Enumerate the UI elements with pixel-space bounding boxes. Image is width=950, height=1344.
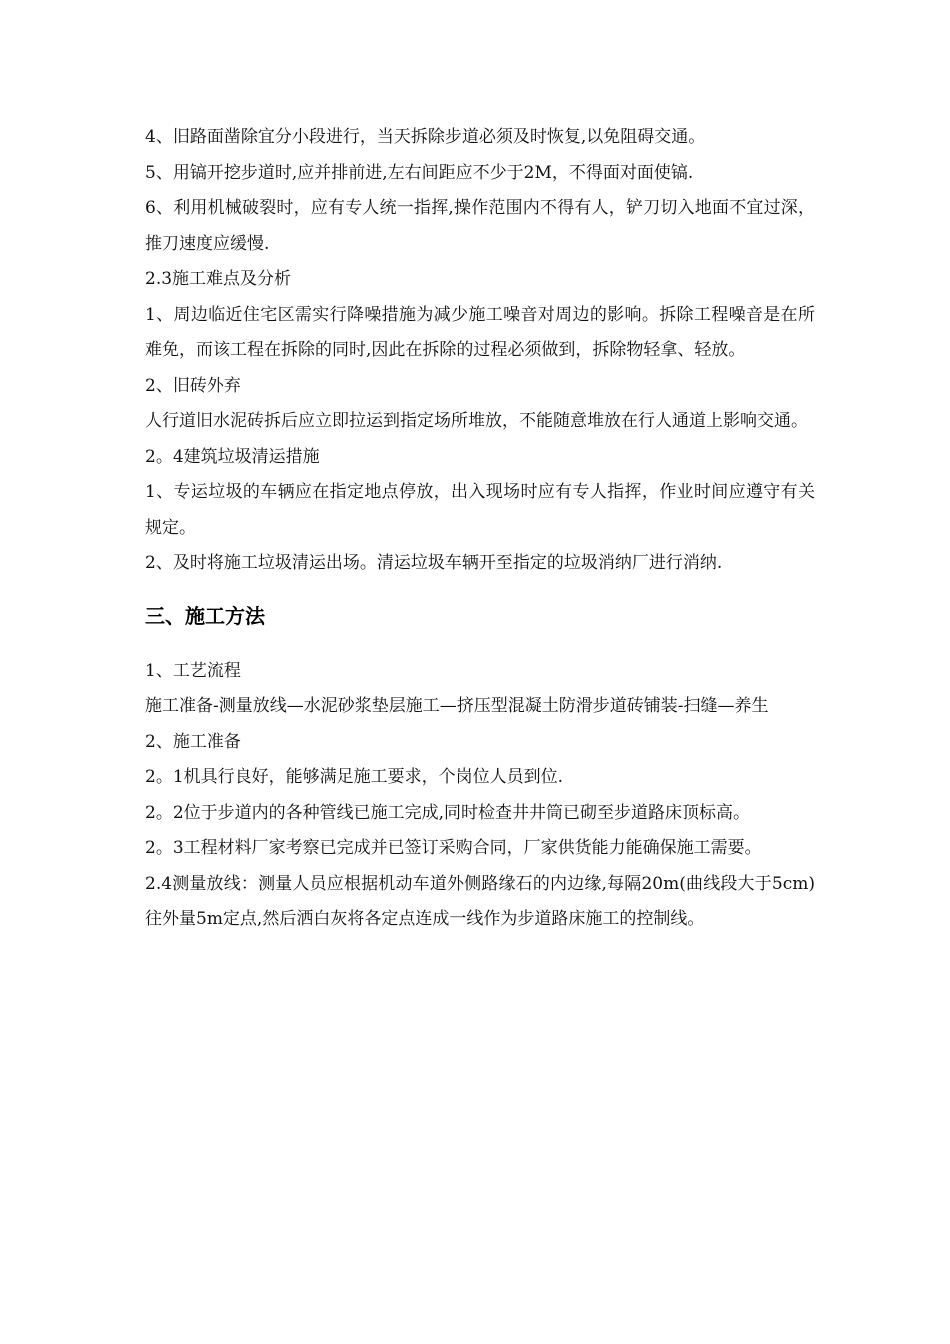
document-body (145, 120, 815, 938)
paragraph-equipment-ready: 2。1机具行良好，能够满足施工要求，个岗位人员到位. (145, 767, 564, 787)
paragraph-old-brick-removal: 人行道旧水泥砖拆后应立即拉运到指定场所堆放，不能随意堆放在行人通道上影响交通。 (145, 411, 808, 431)
paragraph-mechanical-breaking: 6、利用机械破裂时，应有专人统一指挥,操作范围内不得有人，铲刀切入地面不宜过深，推刀速度应缓慢. (145, 198, 815, 254)
paragraph-pipelines-complete: 2。2位于步道内的各种管线已施工完成,同时检查井井筒已砌至步道路床顶标高。 (145, 802, 751, 823)
paragraph-materials-contract: 2。3工程材料厂家考察已完成并已签订采购合同，厂家供货能力能确保施工需要。 (145, 838, 762, 858)
paragraph-survey-layout: 2.4测量放线：测量人员应根据机动车道外侧路缘石的内边缘,每隔20m(曲线段大于5cm)往外量5m定点,然后洒白灰将各定点连成一线作为步道路床施工的控制线。 (145, 873, 815, 929)
paragraph-old-brick-title: 2、旧砖外弃 (145, 375, 241, 396)
section-heading-construction-method: 三、施工方法 (145, 603, 265, 628)
subheading-waste-removal: 2。4建筑垃圾清运措施 (145, 446, 320, 467)
paragraph-waste-vehicles: 1、专运垃圾的车辆应在指定地点停放，出入现场时应有专人指挥，作业时间应遵守有关规定。 (145, 482, 815, 538)
paragraph-process-title: 1、工艺流程 (145, 660, 241, 681)
paragraph-waste-disposal: 2、及时将施工垃圾清运出场。清运垃圾车辆开至指定的垃圾消纳厂进行消纳. (145, 553, 723, 573)
paragraph-noise-reduction: 1、周边临近住宅区需实行降噪措施为减少施工噪音对周边的影响。拆除工程噪音是在所难免，而该工程在拆除的同时,因此在拆除的过程必须做到，拆除物轻拿、轻放。 (145, 304, 815, 360)
paragraph-preparation-title: 2、施工准备 (145, 731, 241, 752)
paragraph-process-flow: 施工准备-测量放线—水泥砂浆垫层施工—挤压型混凝土防滑步道砖铺装-扫缝—养生 (145, 696, 769, 716)
paragraph-demolition-segments: 4、旧路面凿除宜分小段进行，当天拆除步道必须及时恢复,以免阻碍交通。 (145, 127, 706, 147)
paragraph-pick-excavation: 5、用镐开挖步道时,应并排前进,左右间距应不少于2M，不得面对面使镐. (145, 162, 694, 183)
subheading-difficulties: 2.3施工难点及分析 (145, 269, 292, 289)
